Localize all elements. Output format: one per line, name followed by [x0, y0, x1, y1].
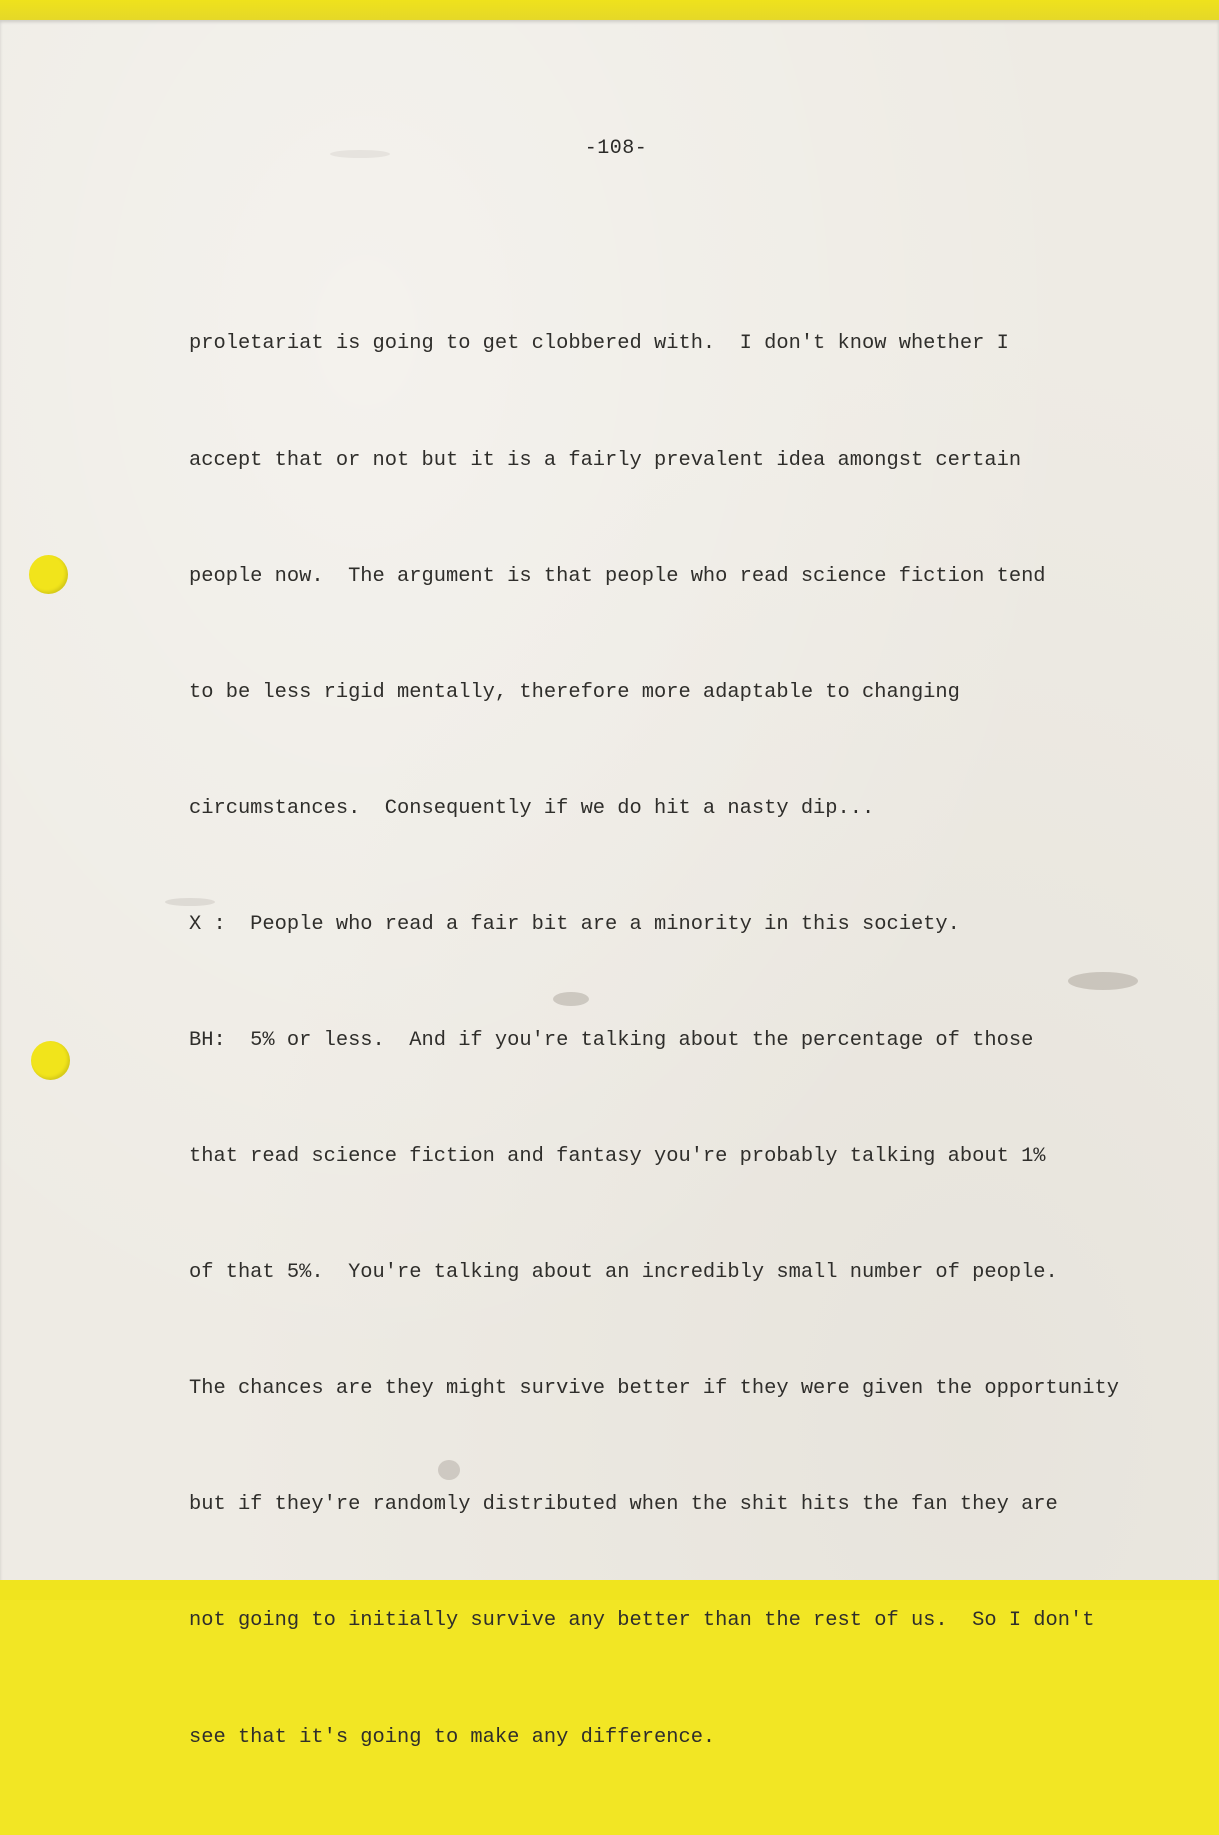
text-line: X : People who read a fair bit are a minority in this society. [189, 912, 960, 936]
text-line: The chances are they might survive better if they were given the opportunity [189, 1377, 1119, 1401]
text-line: people now. The argument is that people who read science fiction tend [189, 564, 1046, 588]
text-line: accept that or not but it is a fairly prevalent idea amongst certain [189, 448, 1022, 472]
text-line: proletariat is going to get clobbered with. I don't know whether I [189, 332, 1009, 356]
folder-bottom-edge [0, 1580, 1219, 1600]
paper-stain [553, 992, 589, 1006]
text-line: of that 5%. You're talking about an incredibly small number of people. [189, 1261, 1058, 1285]
paper-stain [330, 150, 390, 158]
text-line: to be less rigid mentally, therefore more adaptable to changing [189, 680, 960, 704]
text-line: circumstances. Consequently if we do hit a nasty dip... [189, 796, 875, 820]
paper-stain [438, 1460, 460, 1480]
text-line: not going to initially survive any better than the rest of us. So I don't [189, 1609, 1095, 1633]
binder-hole [29, 555, 68, 594]
paper-stain [165, 898, 215, 906]
text-line: but if they're randomly distributed when the shit hits the fan they are [189, 1493, 1058, 1517]
text-line: that read science fiction and fantasy you're probably talking about 1% [189, 1145, 1046, 1169]
text-line: see that it's going to make any difference. [189, 1725, 716, 1749]
paper-stain [1068, 972, 1138, 990]
binder-hole [31, 1041, 70, 1080]
text-line: BH: 5% or less. And if you're talking about the percentage of those [189, 1028, 1034, 1052]
page-number: -108- [584, 137, 648, 160]
typewritten-page [0, 20, 1219, 1749]
